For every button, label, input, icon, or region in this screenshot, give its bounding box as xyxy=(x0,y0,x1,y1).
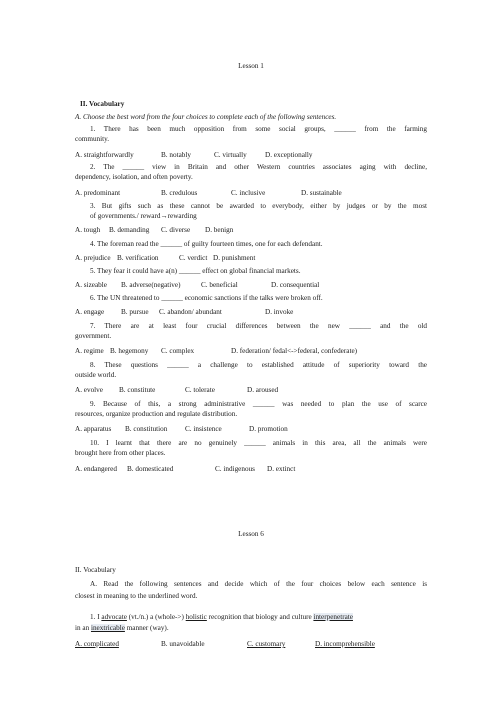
option-c: C. customary xyxy=(247,640,286,648)
option-b: B. notably xyxy=(161,151,191,159)
option-a: A. engage xyxy=(75,308,105,316)
option-c: C. virtually xyxy=(214,151,247,159)
option-c: C. verdict xyxy=(179,254,208,262)
option-a: A. straightforwardly xyxy=(75,151,134,159)
option-d: D. consequential xyxy=(271,281,320,289)
option-a: A. prejudice xyxy=(75,254,111,262)
option-b: B. credulous xyxy=(161,189,198,197)
option-d: D. benign xyxy=(205,226,234,234)
lesson-6-question-1-line-1 xyxy=(90,613,427,622)
option-b: B. domesticated xyxy=(127,465,174,473)
lesson-6-question-1-line-2 xyxy=(75,624,427,633)
option-a: A. endangered xyxy=(75,465,117,473)
option-c: C. diverse xyxy=(161,226,191,234)
text-segment: recognition that biology and culture xyxy=(206,613,314,621)
option-b: B. constitution xyxy=(125,425,168,433)
option-c: C. complex xyxy=(161,347,195,355)
option-d: D. sustainable xyxy=(301,189,342,197)
option-d: D. incomprehensible xyxy=(315,640,375,648)
option-d: D. punishment xyxy=(213,254,256,262)
question-3-line-2: of governments./ reward→rewarding xyxy=(90,212,197,220)
underlined-word: advocate xyxy=(101,613,127,621)
question-2-line-2: dependency, isolation, and often poverty. xyxy=(75,173,193,181)
option-a: A. sizeable xyxy=(75,281,107,289)
option-d: D. exceptionally xyxy=(265,151,313,159)
option-b: B. hegemony xyxy=(110,347,149,355)
option-d: D. federation/ fedal<->federal, confederate) xyxy=(231,347,358,355)
option-b: B. adverse(negative) xyxy=(121,281,181,289)
question-7-line-1: 7. There are at least four crucial differences between the new ______ and the old xyxy=(90,322,427,330)
option-b: B. unavoidable xyxy=(161,640,205,648)
option-a: A. predominant xyxy=(75,189,121,197)
question-1-line-1: 1. There has been much opposition from some social groups, ______ from the farming xyxy=(90,125,427,133)
underlined-word: inextricable xyxy=(90,624,125,632)
question-1-line-2: community. xyxy=(75,135,110,143)
option-a: A. evolve xyxy=(75,386,103,394)
question-4-line-1: 4. The foreman read the ______ of guilty fourteen times, one for each defendant. xyxy=(90,240,323,248)
lesson-6-title: Lesson 6 xyxy=(238,530,264,538)
question-8-line-1: 8. These questions ______ a challenge to established attitude of superiority toward the xyxy=(90,361,427,369)
question-9-line-1: 9. Because of this, a strong administrative ______ was needed to plan the use of scarce xyxy=(90,400,427,408)
option-c: C. abandon/ abundant xyxy=(159,308,222,316)
lesson-6-instruction-line-1: A. Read the following sentences and decide which of the four choices below each sentence is xyxy=(90,580,427,588)
question-3-line-1: 3. But gifts such as these cannot be awarded to everybody, either by judges or by the most xyxy=(90,202,427,210)
option-c: C. tolerate xyxy=(185,386,215,394)
question-6-line-1: 6. The UN threatened to ______ economic sanctions if the talks were broken off. xyxy=(90,294,323,302)
option-c: C. indigenous xyxy=(215,465,255,473)
option-b: B. demanding xyxy=(109,226,150,234)
option-a: A. tough xyxy=(75,226,101,234)
question-5-line-1: 5. They fear it could have a(n) ______ effect on global financial markets. xyxy=(90,267,301,275)
question-2-line-1: 2. The ______ view in Britain and other Western countries associates aging with decline, xyxy=(90,163,427,171)
option-a: A. apparatus xyxy=(75,425,112,433)
question-9-line-2: resources, organize production and regulate distribution. xyxy=(75,410,238,418)
text-segment: in an xyxy=(75,624,91,632)
option-c: C. insistence xyxy=(185,425,222,433)
underlined-word: holistic xyxy=(185,613,207,621)
option-c: C. beneficial xyxy=(201,281,238,289)
option-a: A. complicated xyxy=(75,640,119,648)
question-10-line-1: 10. I learnt that there are no genuinely ______ animals in this area, all the animals were xyxy=(90,439,427,447)
option-b: B. pursue xyxy=(121,308,149,316)
lesson-1-instruction: A. Choose the best word from the four choices to complete each of the following sentences. xyxy=(75,113,337,121)
option-d: D. promotion xyxy=(249,425,288,433)
text-segment: (vt./n.) a (whole->) xyxy=(126,613,186,621)
question-8-line-2: outside world. xyxy=(75,371,117,379)
lesson-6-section: II. Vocabulary xyxy=(75,566,116,574)
option-d: D. extinct xyxy=(267,465,296,473)
option-d: D. invoke xyxy=(265,308,294,316)
lesson-1-title: Lesson 1 xyxy=(238,62,264,70)
option-a: A. regime xyxy=(75,347,104,355)
lesson-6-instruction-line-2: closest in meaning to the underlined word. xyxy=(75,592,198,600)
lesson-1-section: II. Vocabulary xyxy=(80,100,125,108)
option-b: B. verification xyxy=(117,254,159,262)
question-7-line-2: government. xyxy=(75,332,112,340)
underlined-word: interpenetrate xyxy=(313,613,353,621)
text-segment: 1. I xyxy=(90,613,102,621)
option-d: D. aroused xyxy=(247,386,279,394)
text-segment: manner (way). xyxy=(124,624,169,632)
question-10-line-2: brought here from other places. xyxy=(75,449,166,457)
option-b: B. constitute xyxy=(119,386,156,394)
option-c: C. inclusive xyxy=(231,189,266,197)
